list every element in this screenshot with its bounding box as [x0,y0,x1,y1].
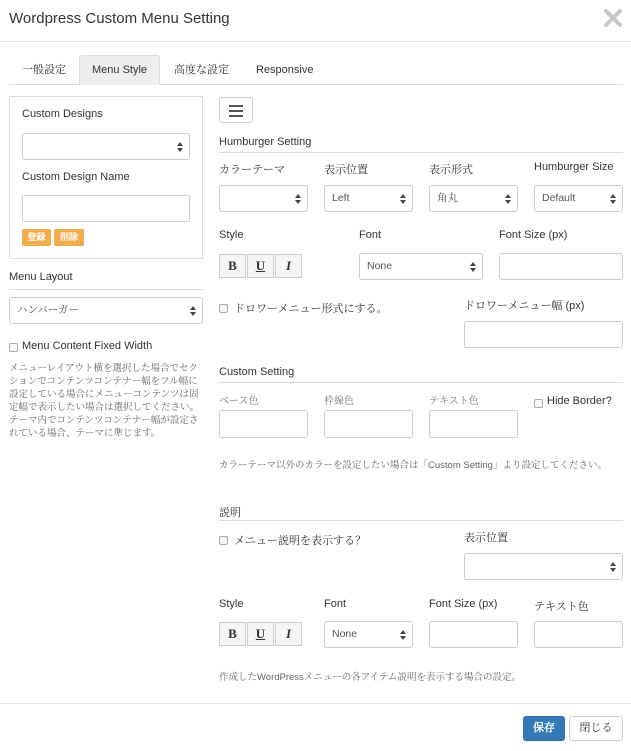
format-label: 表示形式 [429,164,473,176]
color-theme-label: カラーテーマ [219,164,285,176]
border-color-input[interactable] [324,410,413,438]
custom-setting-title: Custom Setting [219,366,295,378]
menu-layout-note: メニューレイアウト横を選択した場合でセクションでコンテンツコンテナー幅をフル幅に設定している場合にメニューコンテンツは固定幅で表示したい場合は選択してください。テーマ内でコンテンツコンテナー幅が設定されている場合、テーマに準じます。 [9,363,200,439]
description-note: 作成したWordPressメニューの各アイテム説明を表示する場合の設定。 [219,672,521,683]
custom-designs-select[interactable] [22,133,190,160]
style-label: Style [219,229,244,241]
description-position-select[interactable] [464,553,623,580]
base-color-input[interactable] [219,410,308,438]
font-size-label: Font Size (px) [499,229,568,241]
description-style-label: Style [219,598,244,610]
description-position-label: 表示位置 [464,532,508,544]
description-text-color-label: テキスト色 [534,601,589,613]
drawer-width-label: ドロワーメニュー幅 (px) [464,300,585,312]
font-size-input[interactable] [499,253,623,280]
custom-setting-divider [219,382,623,383]
tab-menu-style[interactable]: Menu Style [79,55,160,85]
text-color-label: テキスト色 [429,396,479,407]
menu-layout-label: Menu Layout [9,271,73,283]
underline-button[interactable]: U [247,254,274,278]
color-theme-select[interactable] [219,185,308,212]
position-select[interactable]: Left [324,185,413,212]
show-description-checkbox[interactable] [219,536,228,545]
humburger-size-label: Humburger Size [534,161,614,173]
humburger-size-select[interactable]: Default [534,185,623,212]
humburger-divider [219,152,623,153]
register-button[interactable]: 登録 [22,229,51,246]
custom-design-name-label: Custom Design Name [22,171,130,183]
footer-divider [0,703,631,704]
show-description-label: メニュー説明を表示する？ [234,535,366,547]
tab-general[interactable]: 一般設定 [22,64,66,76]
text-color-input[interactable] [429,410,518,438]
hide-border-label: Hide Border? [547,395,612,407]
description-divider [219,520,623,521]
save-button[interactable]: 保存 [523,716,565,741]
font-label: Font [359,229,382,241]
description-font-select[interactable]: None [324,621,413,648]
description-font-label: Font [324,598,347,610]
tab-advanced[interactable]: 高度な設定 [174,64,229,76]
format-select[interactable]: 角丸 [429,185,518,212]
description-font-size-label: Font Size (px) [429,598,498,610]
base-color-label: ベース色 [219,396,259,407]
tab-responsive[interactable]: Responsive [256,64,314,76]
font-select[interactable]: None [359,253,483,280]
custom-designs-label: Custom Designs [22,108,103,120]
custom-design-name-input[interactable] [22,195,190,222]
fixed-width-checkbox[interactable] [9,343,18,352]
menu-layout-select[interactable]: ハンバーガー [9,297,203,324]
humburger-section-title: Humburger Setting [219,136,312,148]
italic-button[interactable]: I [275,254,302,278]
fixed-width-label: Menu Content Fixed Width [22,340,153,352]
description-section-title: 説明 [219,507,241,519]
delete-button[interactable]: 削除 [54,229,84,246]
description-bold-button[interactable]: B [219,622,246,646]
position-label: 表示位置 [324,164,368,176]
close-button[interactable]: 閉じる [569,716,623,741]
description-underline-button[interactable]: U [247,622,274,646]
custom-setting-note: カラーテーマ以外のカラーを設定したい場合は「Custom Setting」より設定してください。 [219,460,607,471]
drawer-menu-label: ドロワーメニュー形式にする。 [234,303,388,315]
close-icon[interactable] [603,8,623,28]
bold-button[interactable]: B [219,254,246,278]
menu-layout-divider [9,289,203,290]
dialog-title: Wordpress Custom Menu Setting [9,10,230,27]
description-italic-button[interactable]: I [275,622,302,646]
border-color-label: 枠線色 [324,396,354,407]
drawer-width-input[interactable] [464,321,623,348]
description-font-size-input[interactable] [429,621,518,648]
hamburger-preview-button[interactable] [219,97,253,123]
hamburger-icon [229,105,243,107]
hide-border-checkbox[interactable] [534,399,543,408]
description-text-color-input[interactable] [534,621,623,648]
drawer-menu-checkbox[interactable] [219,304,228,313]
